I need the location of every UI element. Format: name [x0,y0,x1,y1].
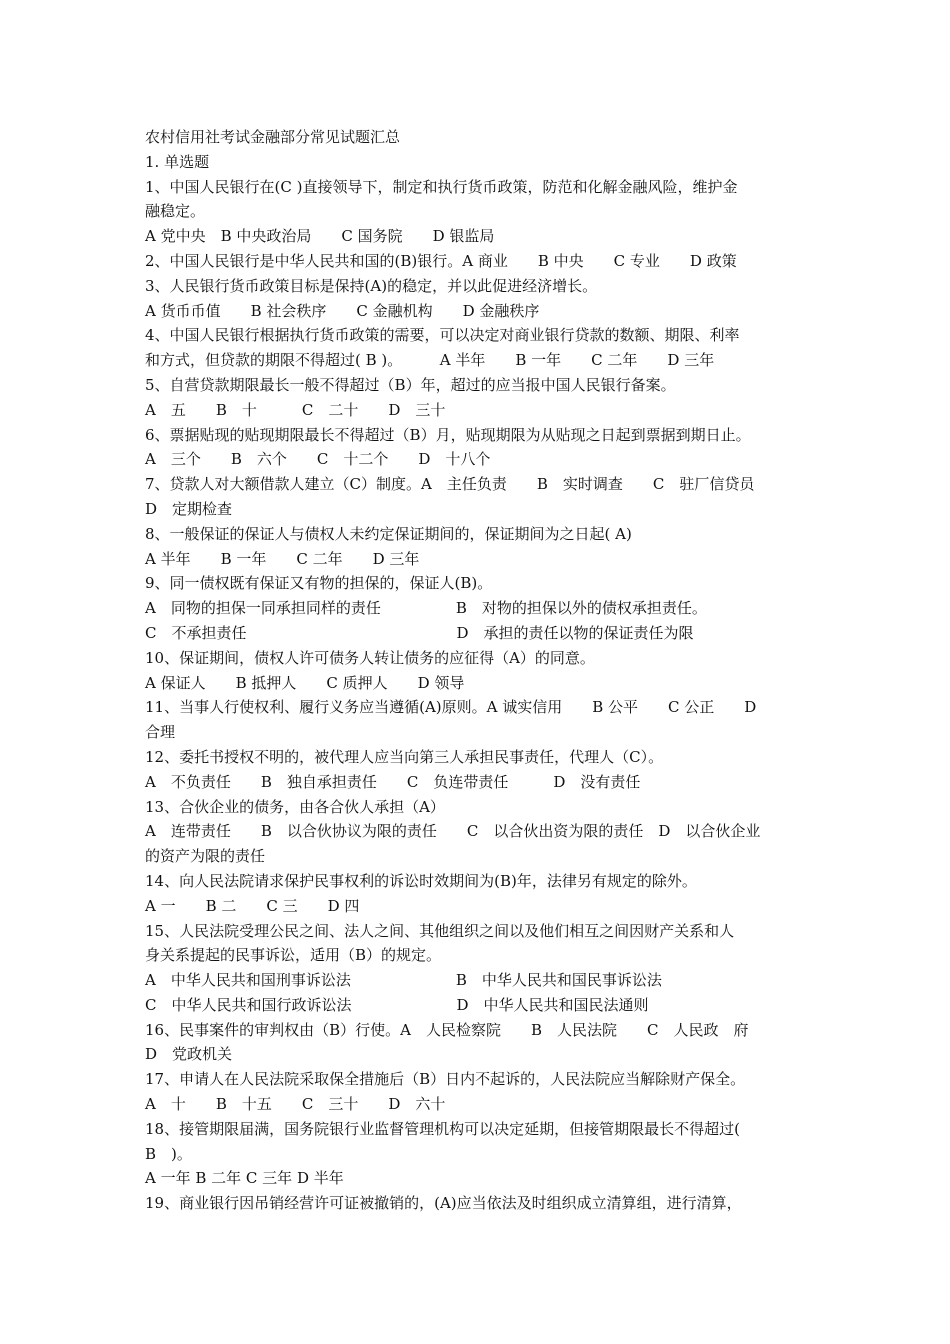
text-line: 9、同一债权既有保证又有物的担保的，保证人(B)。 [145,574,493,593]
text-line: A 同物的担保一同承担同样的责任 B 对物的担保以外的债权承担责任。 [145,599,707,618]
text-line: 1、中国人民银行在(C )直接领导下，制定和执行货币政策，防范和化解金融风险，维护金 [145,177,738,196]
text-line: 的资产为限的责任 [145,847,266,866]
text-line: 19、商业银行因吊销经营许可证被撤销的，(A)应当依法及时组织成立清算组，进行清算， [145,1194,742,1213]
text-line: 2、中国人民银行是中华人民共和国的(B)银行。A 商业 B 中央 C 专业 D 政策 [145,251,737,270]
text-line: 8、一般保证的保证人与债权人未约定保证期间的，保证期间为之日起( A) [145,524,632,543]
text-line: 4、中国人民银行根据执行货币政策的需要，可以决定对商业银行贷款的数额、期限、利率 [145,326,740,345]
text-line: A 三个 B 六个 C 十二个 D 十八个 [145,450,491,469]
text-line: A 货币币值 B 社会秩序 C 金融机构 D 金融秩序 [145,301,540,320]
text-line: 6、票据贴现的贴现期限最长不得超过（B）月，贴现期限为从贴现之日起到票据到期日止。 [145,425,751,444]
text-line: D 党政机关 [145,1045,233,1064]
document-page [145,125,815,1216]
text-line: A 一 B 二 C 三 D 四 [145,896,360,915]
text-line: 17、申请人在人民法院采取保全措施后（B）日内不起诉的，人民法院应当解除财产保全。 [145,1070,746,1089]
text-line: 5、自营贷款期限最长一般不得超过（B）年，超过的应当报中国人民银行备案。 [145,375,676,394]
text-line: C 不承担责任 D 承担的责任以物的保证责任为限 [145,623,694,642]
text-line: 身关系提起的民事诉讼，适用（B）的规定。 [145,946,442,965]
text-line: A 党中央 B 中央政治局 C 国务院 D 银监局 [145,227,495,246]
text-line: A 一年 B 二年 C 三年 D 半年 [145,1169,344,1188]
document-title: 农村信用社考试金融部分常见试题汇总 [145,128,401,146]
text-line: 16、民事案件的审判权由（B）行使。A 人民检察院 B 人民法院 C 人民政 府 [145,1020,749,1039]
text-line: A 连带责任 B 以合伙协议为限的责任 C 以合伙出资为限的责任 D 以合伙企业 [145,822,761,841]
text-line: 合理 [145,723,176,742]
text-line: D 定期检查 [145,499,233,518]
text-line: A 半年 B 一年 C 二年 D 三年 [145,549,420,568]
text-line: 7、贷款人对大额借款人建立（C）制度。A 主任负责 B 实时调查 C 驻厂信贷员 [145,475,755,494]
text-line: 融稳定。 [145,202,206,221]
text-line: A 十 B 十五 C 三十 D 六十 [145,1095,446,1114]
text-line: A 保证人 B 抵押人 C 质押人 D 领导 [145,673,465,692]
text-line: C 中华人民共和国行政诉讼法 D 中华人民共和国民法通则 [145,995,649,1014]
text-line: 1. 单选题 [145,152,210,171]
text-line: 13、合伙企业的债务，由各合伙人承担（A） [145,797,445,816]
text-line: 11、当事人行使权利、履行义务应当遵循(A)原则。A 诚实信用 B 公平 C 公正 D [145,698,757,717]
text-line: 15、人民法院受理公民之间、法人之间、其他组织之间以及他们相互之间因财产关系和人 [145,921,735,940]
text-line: B )。 [145,1144,192,1163]
text-line: 12、委托书授权不明的，被代理人应当向第三人承担民事责任，代理人（C）。 [145,747,664,766]
text-line: 和方式，但贷款的期限不得超过( B )。 A 半年 B 一年 C 二年 D 三年 [145,351,715,370]
text-line: 14、向人民法院请求保护民事权利的诉讼时效期间为(B)年，法律另有规定的除外。 [145,871,697,890]
text-line: 3、人民银行货币政策目标是保持(A)的稳定，并以此促进经济增长。 [145,276,598,295]
text-line: A 中华人民共和国刑事诉讼法 B 中华人民共和国民事诉讼法 [145,971,662,990]
text-line: A 五 B 十 C 二十 D 三十 [145,400,446,419]
text-line: A 不负责任 B 独自承担责任 C 负连带责任 D 没有责任 [145,772,641,791]
text-line: 10、保证期间，债权人许可债务人转让债务的应征得（A）的同意。 [145,648,595,667]
text-line: 18、接管期限届满，国务院银行业监督管理机构可以决定延期，但接管期限最长不得超过( [145,1119,740,1138]
